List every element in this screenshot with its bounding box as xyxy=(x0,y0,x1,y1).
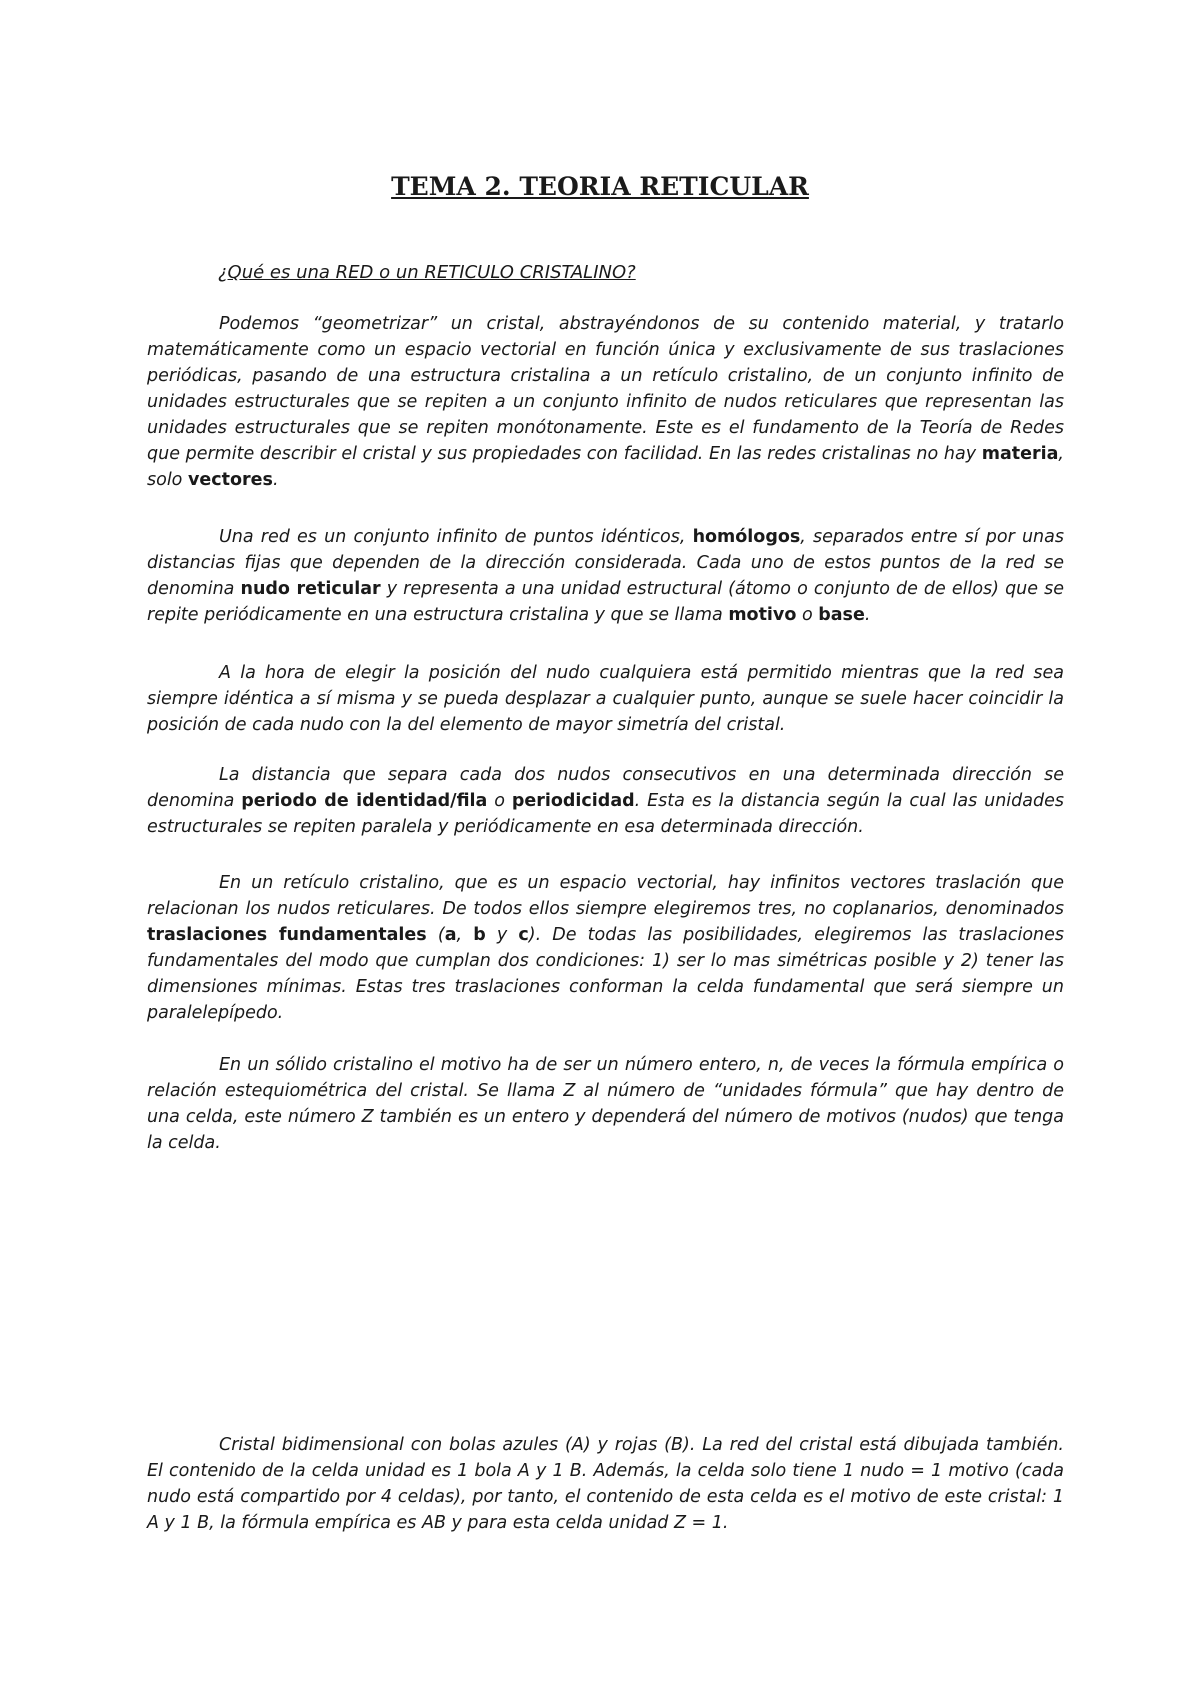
paragraph-motivo-z xyxy=(147,1052,1064,1156)
paragraph-text: , xyxy=(456,925,474,945)
bold-term: periodicidad xyxy=(511,791,635,811)
bold-term: c xyxy=(518,925,529,945)
paragraph-text: Podemos “geometrizar” un cristal, abstrayéndonos de su contenido material, y tratarlo matemáticamente como un espacio vectorial en función única y exclusivamente de sus traslaciones periódicas, pasando de una estructura cristalina a un retículo cristalino, de un conjunto infinito de unidades estructurales que se repiten a un conjunto infinito de nudos reticulares que representan las unidades estructurales que se repiten monótonamente. Este es el fundamento de la Teoría de Redes que permite describir el cristal y sus propiedades con facilidad. En las redes cristalinas no hay xyxy=(147,314,1064,464)
paragraph-text: ). De todas las posibilidades, elegiremos las traslaciones fundamentales del modo que cumplan dos condiciones: 1) ser lo mas simétricas posible y 2) tener las dimensiones mínimas. Estas tres traslaciones conforman la celda fundamental que será siempre un paralelepípedo. xyxy=(147,925,1064,1023)
paragraph-text: y representa a una unidad estructural (átomo o conjunto de de ellos) que se repite periódicamente en una estructura cristalina y que se llama xyxy=(147,579,1064,625)
paragraph-traslaciones xyxy=(147,870,1064,1026)
paragraph-periodo xyxy=(147,762,1064,840)
page-title: TEMA 2. TEORIA RETICULAR xyxy=(391,172,809,201)
paragraph-geometrizar xyxy=(147,311,1064,493)
bold-term: motivo xyxy=(728,605,797,625)
bold-term: traslaciones fundamentales xyxy=(147,925,427,945)
paragraph-text: . Esta es la distancia según la cual las unidades estructurales se repiten paralela y periódicamente en esa determinada dirección. xyxy=(147,791,1064,837)
paragraph-text: , solo xyxy=(147,444,1064,490)
bold-term: b xyxy=(473,925,486,945)
figure-caption xyxy=(147,1432,1064,1536)
paragraph-text: En un retículo cristalino, que es un espacio vectorial, hay infinitos vectores traslación que relacionan los nudos reticulares. De todos ellos siempre elegiremos tres, no coplanarios, denominados xyxy=(147,873,1064,919)
paragraph-text: La distancia que separa cada dos nudos consecutivos en una determinada dirección se denomina xyxy=(147,765,1064,811)
paragraph-text: Una red es un conjunto infinito de puntos idénticos, xyxy=(219,527,693,547)
paragraph-text: ( xyxy=(426,925,445,945)
paragraph-text: . xyxy=(864,605,871,625)
bold-term: vectores xyxy=(187,470,273,490)
bold-term: base xyxy=(818,605,865,625)
paragraph-text: , separados entre sí por unas distancias fijas que dependen de la dirección considerada. Cada uno de estos puntos de la red se denomina xyxy=(147,527,1064,599)
paragraph-text: A la hora de elegir la posición del nudo cualquiera está permitido mientras que la red sea siempre idéntica a sí misma y se pueda desplazar a cualquier punto, aunque se suele hacer coincidir la posición de cada nudo con la del elemento de mayor simetría del cristal. xyxy=(147,663,1064,735)
paragraph-text: . xyxy=(272,470,279,490)
paragraph-text: Cristal bidimensional con bolas azules (A) y rojas (B). La red del cristal está dibujada también. El contenido de la celda unidad es 1 bola A y 1 B. Además, la celda solo tiene 1 nudo = 1 motivo (cada nudo está compartido por 4 celdas), por tanto, el contenido de esta celda es el motivo de este cristal: 1 A y 1 B, la fórmula empírica es AB y para esta celda unidad Z = 1. xyxy=(147,1435,1064,1533)
paragraph-text: En un sólido cristalino el motivo ha de ser un número entero, n, de veces la fórmula empírica o relación estequiométrica del cristal. Se llama Z al número de “unidades fórmula” que hay dentro de una celda, este número Z también es un entero y dependerá del número de motivos (nudos) que tenga la celda. xyxy=(147,1055,1064,1153)
bold-term: homólogos xyxy=(692,527,801,547)
paragraph-nudo-position xyxy=(147,660,1064,738)
bold-term: nudo reticular xyxy=(240,579,381,599)
paragraph-text: o xyxy=(487,791,512,811)
paragraph-text: y xyxy=(485,925,519,945)
bold-term: a xyxy=(444,925,457,945)
paragraph-red-definition xyxy=(147,524,1064,628)
section-question: ¿Qué es una RED o un RETICULO CRISTALINO? xyxy=(218,262,636,283)
bold-term: periodo de identidad/fila xyxy=(241,791,488,811)
bold-term: materia xyxy=(981,444,1059,464)
paragraph-text: o xyxy=(796,605,819,625)
